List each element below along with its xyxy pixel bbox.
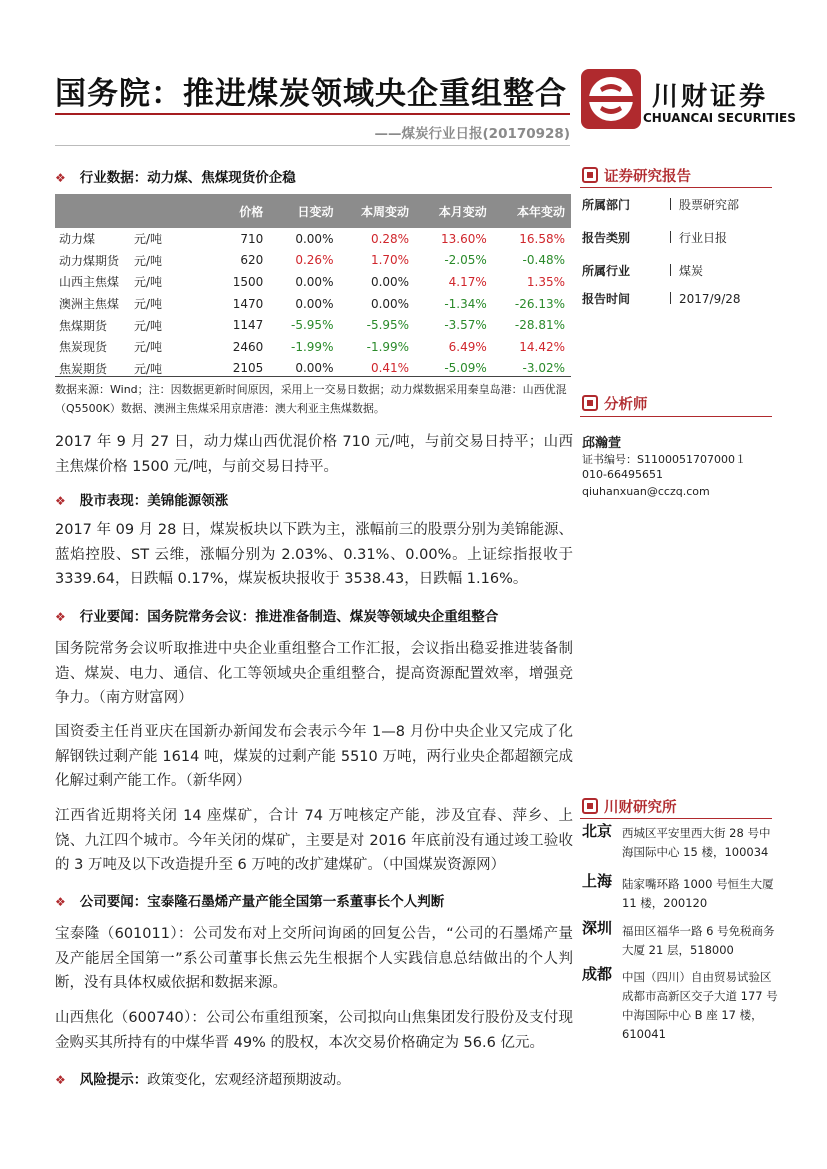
office-address: 陆家嘴环路 1000 号恒生大厦 11 楼，200120: [622, 877, 774, 910]
table-header-row: [55, 194, 571, 228]
diamond-bullet-icon: ❖: [55, 171, 66, 185]
section-text: 国务院常务会议：推进准备制造、煤炭等领域央企重组整合: [147, 609, 499, 625]
paragraph: 宝泰隆（601011）：公司发布对上交所问询函的回复公告，“公司的石墨烯产量及产能居全国第一”系公司董事长焦云先生根据个人实践信息总结做出的个人判断，没有具体权威依据和数据来源。: [55, 926, 573, 991]
table-row: [55, 271, 571, 293]
info-industry: 所属行业 煤炭: [582, 264, 704, 278]
row-price: 620: [240, 253, 264, 268]
row-day-change: -1.99%: [291, 339, 334, 354]
section-company-news: [55, 890, 444, 910]
info-department: 所属部门 股票研究部: [582, 198, 740, 212]
chuancai-logo-icon: [580, 68, 642, 130]
row-year-change: -0.48%: [522, 253, 565, 268]
row-unit: 元/吨: [133, 232, 163, 247]
section-label: 股市表现：: [79, 493, 148, 509]
subtitle-rule: [55, 145, 570, 146]
diamond-bullet-icon: ❖: [55, 494, 66, 508]
row-price: 710: [240, 231, 264, 246]
row-name: 动力煤期货: [59, 253, 120, 268]
col-header: 本月变动: [415, 194, 493, 228]
office-city: 上海: [582, 872, 613, 890]
row-day-change: 0.00%: [295, 274, 334, 289]
row-name: 山西主焦煤: [59, 275, 120, 290]
row-unit: 元/吨: [133, 297, 163, 312]
report-subtitle: ——煤炭行业日报(20170928): [374, 126, 570, 142]
row-unit: 元/吨: [133, 318, 163, 333]
section-label: 行业数据：: [79, 170, 148, 186]
col-header: 价格: [202, 194, 269, 228]
row-name: 澳洲主焦煤: [59, 297, 120, 312]
section-risk: [55, 1068, 350, 1088]
row-day-change: 0.00%: [295, 296, 334, 311]
section-text: 政策变化，宏观经济超预期波动。: [147, 1072, 350, 1088]
office-city: 北京: [582, 822, 613, 840]
report-title: 国务院：推进煤炭领域央企重组整合: [55, 76, 567, 112]
row-month-change: 4.17%: [448, 274, 487, 289]
square-bullet-icon: [582, 167, 598, 183]
row-name: 焦炭期货: [59, 361, 108, 376]
row-year-change: -3.02%: [522, 361, 565, 376]
paragraph: 国务院常务会议听取推进中央企业重组整合工作汇报，会议指出稳妥推进装备制造、煤炭、电力、通信、化工等领域央企重组整合，提高资源配置效率，增强竞争力。（南方财富网）: [55, 641, 573, 706]
table-row: [55, 250, 571, 272]
row-month-change: -2.05%: [444, 253, 487, 268]
brand-name-cn: 川财证券: [652, 82, 769, 112]
institute-heading: 川财研究所: [582, 796, 677, 817]
paragraph: 2017 年 09 月 28 日，煤炭板块以下跌为主，涨幅前三的股票分别为美锦能源、蓝焰控股、ST 云维，涨幅分别为 2.03%、0.31%、0.00%。上证综指报收于 3339.64，日跌幅 0.17%，煤炭板块报收于 3538.43，日跌幅 1.16%。: [55, 522, 573, 587]
row-week-change: 1.70%: [370, 253, 410, 268]
info-report-category: 报告类别 行业日报: [582, 231, 728, 245]
section-text: 动力煤、焦煤现货价企稳: [147, 170, 296, 186]
row-week-change: -5.95%: [366, 318, 410, 333]
row-year-change: 16.58%: [519, 231, 565, 246]
office-address: 西城区平安里西大街 28 号中海国际中心 15 楼，100034: [622, 826, 771, 859]
row-unit: 元/吨: [133, 361, 163, 376]
row-week-change: 0.00%: [370, 274, 410, 289]
info-report-date: 报告时间 2017/9/28: [582, 292, 741, 306]
sidebar-rule: [580, 818, 772, 819]
row-year-change: -26.13%: [514, 296, 565, 311]
table-row: [55, 293, 571, 315]
paragraph: 2017 年 9 月 27 日，动力煤山西优混价格 710 元/吨，与前交易日持平；山西主焦煤价格 1500 元/吨，与前交易日持平。: [55, 434, 573, 475]
row-month-change: 6.49%: [448, 339, 487, 354]
office-address: 福田区福华一路 6 号免税商务大厦 21 层，518000: [622, 924, 775, 957]
row-price: 1500: [232, 274, 264, 289]
row-name: 焦煤期货: [59, 318, 108, 333]
section-industry-news: [55, 605, 498, 625]
analyst-name: 邱瀚萱: [582, 436, 622, 451]
price-table: [55, 194, 571, 379]
sidebar-rule: [580, 416, 772, 417]
section-label: 风险提示：: [79, 1072, 148, 1088]
row-day-change: 0.26%: [295, 253, 334, 268]
row-day-change: 0.00%: [295, 361, 334, 376]
section-industry-data: [55, 166, 296, 186]
analyst-heading: 分析师: [582, 393, 648, 414]
row-price: 1147: [232, 318, 264, 333]
section-label: 行业要闻：: [79, 609, 148, 625]
row-day-change: -5.95%: [291, 318, 334, 333]
row-month-change: -1.34%: [444, 296, 487, 311]
sidebar-rule: [580, 187, 772, 188]
office-city: 深圳: [582, 919, 613, 937]
row-week-change: -1.99%: [366, 339, 410, 354]
office-city: 成都: [582, 965, 613, 983]
col-header: 日变动: [269, 194, 339, 228]
diamond-bullet-icon: ❖: [55, 895, 66, 909]
row-year-change: -28.81%: [514, 318, 565, 333]
col-header: 本周变动: [339, 194, 415, 228]
row-unit: 元/吨: [133, 253, 163, 268]
row-year-change: 1.35%: [526, 274, 565, 289]
section-stock-performance: [55, 489, 228, 509]
table-bottom-rule: [55, 376, 571, 377]
section-text: 美锦能源领涨: [147, 493, 229, 509]
analyst-phone: 010-66495651: [582, 468, 663, 481]
row-name: 焦炭现货: [59, 340, 108, 355]
square-bullet-icon: [582, 395, 598, 411]
row-week-change: 0.41%: [370, 361, 410, 376]
paragraph: 国资委主任肖亚庆在国新办新闻发布会表示今年 1—8 月份中央企业又完成了化解钢铁过剩产能 1614 吨，煤炭的过剩产能 5510 万吨，两行业央企都超额完成化解过剩产能工作。（新华网）: [55, 724, 573, 789]
section-text: 宝泰隆石墨烯产量产能全国第一系董事长个人判断: [147, 894, 445, 910]
title-rule: [55, 113, 570, 115]
square-bullet-icon: [582, 798, 598, 814]
col-header: 本年变动: [493, 194, 571, 228]
analyst-email[interactable]: qiuhanxuan@cczq.com: [582, 485, 710, 498]
paragraph: 山西焦化（600740）：公司公布重组预案，公司拟向山焦集团发行股份及支付现金购买其所持有的中煤华晋 49% 的股权，本次交易价格确定为 56.6 亿元。: [55, 1010, 573, 1051]
table-source-note: 数据来源：Wind；注：因数据更新时间原因，采用上一交易日数据；动力煤数据采用秦皇岛港：山西优混（Q5500K）数据、澳洲主焦煤采用京唐港：澳大利亚主焦煤数据。: [55, 383, 567, 415]
table-row: [55, 228, 571, 250]
row-price: 1470: [232, 296, 264, 311]
row-price: 2105: [232, 361, 264, 376]
table-row: [55, 314, 571, 336]
row-unit: 元/吨: [133, 275, 163, 290]
diamond-bullet-icon: ❖: [55, 1073, 66, 1087]
row-name: 动力煤: [59, 232, 96, 247]
section-label: 公司要闻：: [79, 894, 148, 910]
brand-name-en: CHUANCAI SECURITIES: [643, 111, 796, 125]
row-week-change: 0.00%: [370, 296, 410, 311]
row-year-change: 14.42%: [519, 339, 565, 354]
row-month-change: 13.60%: [441, 231, 487, 246]
table-row: [55, 336, 571, 358]
office-address: 中国（四川）自由贸易试验区成都市高新区交子大道 177 号中海国际中心 B 座 17 楼，610041: [622, 970, 778, 1041]
row-day-change: 0.00%: [295, 231, 334, 246]
row-month-change: -3.57%: [444, 318, 487, 333]
row-week-change: 0.28%: [370, 231, 410, 246]
analyst-cert: 证书编号：S1100051707000１: [582, 453, 746, 466]
row-price: 2460: [232, 339, 264, 354]
paragraph: 江西省近期将关闭 14 座煤矿，合计 74 万吨核定产能，涉及宜春、萍乡、上饶、九江四个城市。今年关闭的煤矿，主要是对 2016 年底前没有通过竣工验收的 3 万吨及以下改造提升至 6 万吨的改扩建煤矿。（中国煤炭资源网）: [55, 808, 573, 873]
row-month-change: -5.09%: [444, 361, 487, 376]
report-type-heading: 证券研究报告: [582, 165, 691, 186]
diamond-bullet-icon: ❖: [55, 610, 66, 624]
row-unit: 元/吨: [133, 340, 163, 355]
